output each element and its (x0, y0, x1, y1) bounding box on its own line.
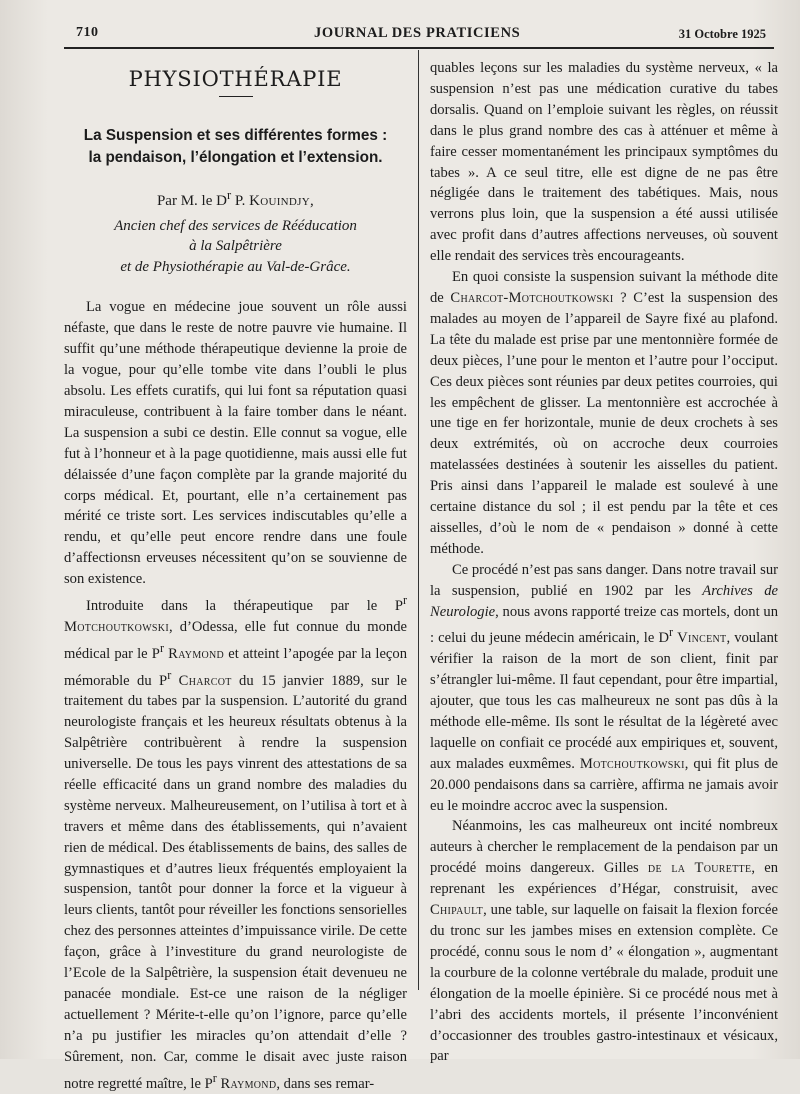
byline (64, 185, 407, 212)
paragraph: La vogue en médecine joue souvent un rôle aussi néfaste, que dans le reste de notre pauvre vie humaine. Il suffit qu’une méthode thérapeutique devienne la proie de la vogue, pour qu’elle tombe vite dans l’oubli le plus absolu. Les effets curatifs, qui lui font sa réputation quasi miraculeuse, contribuent à la faire tomber dans le néant. La suspension a subi ce destin. Elle connut sa vogue, elle fut à l’honneur et à la page quotidienne, mais aussi elle fut délaissée d’une façon complète par la grande majorité du corps médical. Et, pourtant, elle n’a certainement pas mérité ce triste sort. Les services indiscutables qu’elle a rendu, et qu’elle peut encore rendre dans une foule d’affectionsn erveuses nécessitent qu’on se souvienne de son existence. (64, 299, 407, 588)
text-run: et atteint l’apogée par la leçon mémorable du P (64, 645, 407, 689)
text-run: Introduite dans la thérapeutique par le P (86, 597, 403, 614)
section-rule (219, 96, 253, 97)
paragraph (430, 816, 778, 1067)
article-title (64, 125, 407, 169)
text-run: , d’Odessa, elle fut connue du monde médical par le P (64, 618, 407, 662)
person-name: Chipault (430, 902, 484, 919)
author-name: Kouindjy, (249, 193, 315, 209)
byline-prefix: Par M. le D (156, 193, 227, 209)
journal-title: JOURNAL DES PRATICIENS (314, 25, 521, 41)
journal-citation: Archives de Neurologie (430, 582, 778, 620)
byline-initial: P. (234, 193, 246, 209)
affiliation-line-2: à la Salpêtrière (189, 238, 282, 255)
affiliation-line-1: Ancien chef des services de Rééducation (114, 217, 357, 234)
person-name: Charcot-Motchoutkowski (450, 289, 614, 306)
person-name: Motchoutkowski (579, 755, 685, 772)
superscript: r (159, 640, 164, 655)
superscript: r (212, 1070, 217, 1085)
text-run: , dans ses remar- (276, 1075, 375, 1092)
affiliation-line-3: et de Physiothérapie au Val-de-Grâce. (120, 258, 351, 275)
right-column (430, 58, 778, 1067)
article-title-line-2: la pendaison, l’élongation et l’extension. (88, 149, 383, 166)
text-run: , nous avons rapporté treize cas mortels, dont un : celui du jeune médecin américain, le D (430, 603, 778, 647)
byline-sup: r (226, 188, 232, 202)
paragraph (430, 560, 778, 817)
text-run: du 15 janvier 1889, sur le traitement du tabes par la suspension. L’autorité du grand neurologiste français et les heureux résultats obtenus à la Salpêtrière contribuèrent à rendre la suspension universelle. De tous les pays vinrent des attestations de sa réelle efficacité dans un grand nombre des maladies du système nerveux. Malheureusement, on l’utilisa à tort et à travers et même dans des établissements, qui n’avaient rien de médical. Des établissements de bains, des salles de gymnastiques et d’autres lieux fréquentés employaient la suspension, tantôt pour donner la force et la vigueur à leurs clients, tantôt pour réveiller les fonctions sensorielles chez des personnes atteintes d’impuissance virile. De cette façon, grâce à l’investiture du grand neurologiste de l’Ecole de la Salpêtrière, la suspension était devenueu ne panacée mondiale. Est-ce une raison de la négliger actuellement ? Mérite-t-elle qu’on l’ignore, parce qu’elle n’a pu justifier les miracles qu’on attendait d’elle ? Sûrement, non. Car, comme le disait avec juste raison notre regretté maître, le P (64, 672, 407, 1092)
superscript: r (668, 625, 674, 640)
issue-date: 31 Octobre 1925 (678, 27, 766, 41)
person-name: Raymond (220, 1075, 277, 1092)
text-run: ? C’est la suspension des malades au moyen de l’appareil de Sayre fixé au plafond. La tête du malade est prise par une mentonnière formée de deux pièces, l’une pour le menton et l’autre pour l’occiput. Ces deux pièces sont réunies par deux petites courroies, qui les empêchent de glisser. La mentonnière est accrochée à une tige en fer horizontale, munie de deux crochets à ses deux extrémités, où on accroche deux courroies matelassées destinées à soutenir les aisselles du patient. Pris ainsi dans l’appareil le malade est soulevé à une certaine distance du sol ; il est pendu par la tête et ces aisselles, d’où le nom de « pendaison » donné à cette méthode. (430, 289, 778, 557)
text-run: , une table, sur laquelle on faisait la flexion forcée du tronc sur les jambes mises en extension complète. Ce procédé, connu sous le nom d’ « élongation », augmentant la courbure de la colonne vertébrale du malade, produit une élongation de la moelle épinière. Si ce procédé nous met à l’abri des accidents mortels, il présente l’inconvénient d’occasionner des troubles gastro-intestinaux et vésicaux, par (430, 902, 778, 1065)
left-column (64, 56, 407, 1094)
text-run: En quoi consiste la suspension suivant la méthode dite de (430, 269, 778, 306)
text-run: , en reprenant les expériences d’Hégar, construisit, avec (430, 860, 778, 898)
section-heading: PHYSIOTHÉRAPIE (128, 67, 343, 91)
text-run: Néanmoins, les cas malheureux ont incité nombreux auteurs à chercher le remplacement de la pendaison par un procédé moins dangereux. Gilles (430, 818, 778, 877)
header-rule (64, 47, 774, 49)
person-name: Motchoutkowski (64, 618, 169, 635)
text-run: , qui fit plus de 20.000 pendaisons dans sa carrière, affirma ne jamais avoir eu le moindre accroc avec la suspension. (430, 755, 778, 814)
text-run: , voulant vérifier la raison de la mort de son client, finit par s’étrangler lui-même. Il faut cependant, pour être impartial, ajouter, que tous les cas malheureux ne sont pas dûs à la méthode elle-même. Ils sont le résultat de la légèreté avec laquelle on confiait ce procédé aux empiriques et, souvent, aux malades euxmêmes. (430, 630, 778, 772)
page-header (76, 25, 766, 47)
article-title-line-1: La Suspension et ses différentes formes : (83, 127, 388, 144)
page-number: 710 (76, 25, 99, 40)
column-divider (418, 50, 419, 990)
paragraph (430, 267, 778, 560)
superscript: r (167, 667, 172, 682)
person-name: Charcot (178, 672, 232, 689)
author-affiliation (64, 216, 407, 278)
person-name: de la Tourette (647, 860, 752, 877)
person-name: Raymond (168, 645, 225, 662)
paragraph: quables leçons sur les maladies du système nerveux, « la suspension n’est pas une médication curative du tabes dorsalis. Quand on l’emploie suivant les règles, on réussit dans le plus grand nombre des cas à atténuer et même à faire cesser momentanément les principaux symptômes du tabes ». A ce seul titre, elle est digne de ne pas être négligée dans le traitement des tabétiques. Mais, nous verrons plus loin, que la suspension a été aussi utilisée avec profit dans d’autres affections nerveuses, où souvent elle rendait des services très encourageants. (430, 60, 778, 265)
superscript: r (402, 593, 407, 608)
paragraph (64, 590, 407, 1094)
person-name: Vincent (677, 630, 727, 647)
text-run: Ce procédé n’est pas sans danger. Dans notre travail sur la suspension, publié en 1902 par les (430, 561, 778, 599)
